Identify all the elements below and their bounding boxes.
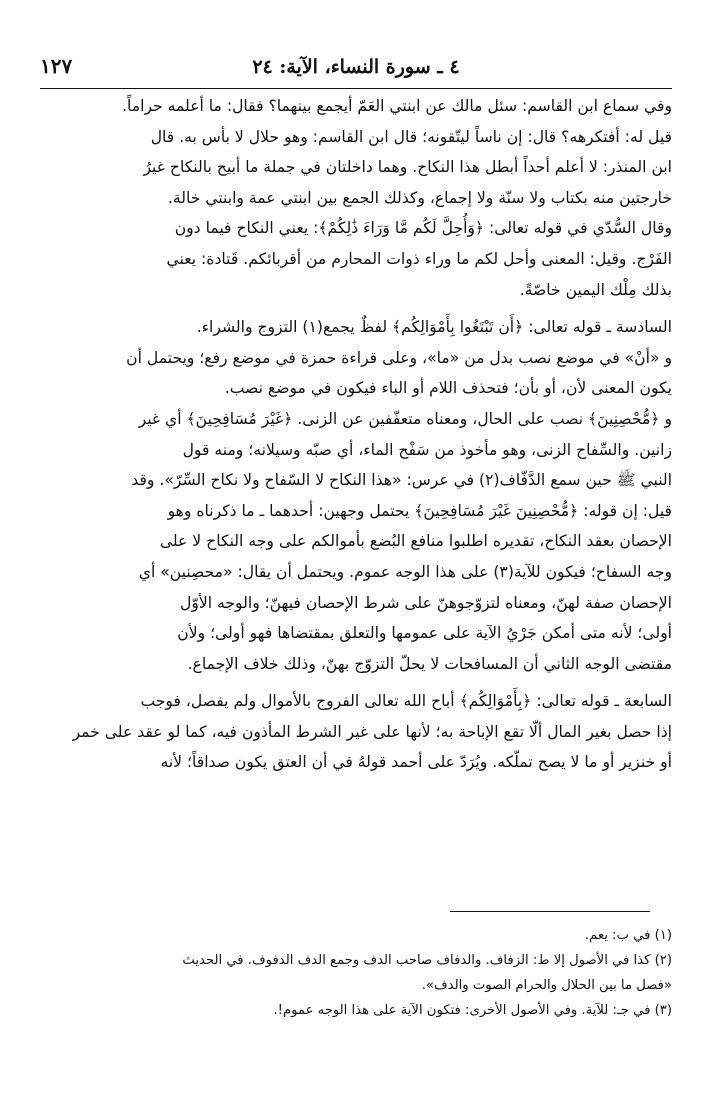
text-line: أولى؛ لأنه متى أمكن جَرْيُ الآية على عمومها والتعلق بمقتضاها فهو أولى؛ ولأن	[177, 624, 672, 643]
text-line: زانين. والسِّفاح الزنى، وهو مأخوذ من سَفْح الماء، أي صبّه وسيلانه؛ ومنه قول	[182, 440, 672, 459]
paragraph-1	[40, 91, 672, 305]
footnote-1: (١) في ب: يعم.	[584, 928, 672, 943]
footnotes	[40, 923, 672, 1023]
text-line: و «أنْ» في موضع نصب بدل من «ما»، وعلى قراءة حمزة في موضع رفع؛ ويحتمل أن	[126, 348, 672, 367]
text-line: إذا حصل بغير المال ألّا تقع الإباحة به؛ لأنها على غير الشرط المأذون فيه، كما لو عقد على خمر	[72, 722, 672, 741]
running-title: ٤ ـ سورة النساء، الآية: ٢٤	[252, 56, 460, 78]
text-line: خارجتين منه بكتاب ولا سنّة ولا إجماع، وكذلك الجمع بين ابنتي عمة وابنتي خالة.	[167, 188, 672, 207]
main-text	[40, 91, 672, 778]
text-line: قيل له: أفتكرهه؟ قال: إن ناساً ليتّقونه؛ قال ابن القاسم: وهو حلال لا بأس به. قال	[150, 127, 672, 146]
text-line: مقتضى الوجه الثاني أن المسافحات لا يحلّ التزوّج بهنّ، وذلك خلاف الإجماع.	[187, 654, 672, 673]
text-line: النبي ﷺ حين سمع الدَّفّاف(٢) في عرس: «هذا النكاح لا السّفاح ولا نكاح السِّرّ». وقد	[131, 471, 672, 490]
page-header	[40, 50, 672, 90]
text-line: السابعة ـ قوله تعالى: ﴿بِأَمْوَالِكُم﴾ أباح الله تعالى الفروج بالأموال ولم يفصل، فوجب	[140, 692, 672, 711]
paragraph-3	[40, 686, 672, 778]
text-line: وفي سماع ابن القاسم: سئل مالك عن ابنتي العَمّ أيجمع بينهما؟ فقال: ما أعلمه حراماً.	[122, 97, 672, 115]
paragraph-gap	[40, 305, 672, 312]
text-line: الإحصان صفة لهنّ، ومعناه لتزوّجوهنّ على شرط الإحصان فيهنّ؛ والوجه الأوّل	[180, 593, 672, 612]
text-line: وجه السفاح؛ فيكون للآية(٣) على هذا الوجه عموم. ويحتمل أن يقال: «محصِنين» أي	[138, 562, 672, 581]
footnote-2-continued: «فصل ما بين الحلال والحرام الصوت والدف».	[421, 978, 672, 993]
text-line: و ﴿مُّحْصِنِينَ﴾ نصب على الحال، ومعناه متعفّفين عن الزنى. ﴿غَيْرَ مُسَافِحِينَ﴾ أي غير	[138, 409, 672, 428]
text-line: قيل: إن قوله: ﴿مُّحْصِنِينَ غَيْرَ مُسَافِحِينَ﴾ يحتمل وجهين: أحدهما ـ ما ذكرناه وهو	[167, 501, 672, 520]
footnote-3: (٣) في جـ: للآية. وفي الأصول الأخرى: فتكون الآية على هذا الوجه عموم!.	[273, 1003, 672, 1018]
text-line: السادسة ـ قوله تعالى: ﴿أَن تَبْتَغُوا بِأَمْوَالِكُم﴾ لفظٌ يجمع(١) التزوج والشراء.	[196, 318, 672, 337]
paragraph-2	[40, 312, 672, 679]
text-line: أو خنزير أو ما لا يصح تملّكه. ويُرَدّ على أحمد قولهُ في أن العتق يكون صداقاً؛ لأنه	[160, 753, 672, 772]
page-number: ١٢٧	[40, 54, 73, 78]
footnote-divider	[450, 911, 650, 912]
header-divider	[40, 88, 672, 89]
footnote-2: (٢) كذا في الأصول إلا ط: الزفاف. والدفاف صاحب الدف وجمع الدف الدفوف. في الحديث	[182, 953, 672, 968]
text-line: بذلك مِلْك اليمين خاصّةً.	[519, 280, 672, 299]
text-line: وقال السُّدّي في قوله تعالى: ﴿وَأُحِلَّ لَكُم مَّا وَرَاءَ ذَٰلِكُمْ﴾: يعني النكاح فيما دون	[174, 219, 672, 238]
text-line: ابن المنذر: لا أعلم أحداً أبطل هذا النكاح. وهما داخلتان في جملة ما أبيح بالنكاح غيرُ	[143, 158, 672, 177]
paragraph-gap	[40, 679, 672, 686]
text-line: الفَرْج. وقيل: المعنى وأحل لكم ما وراء ذوات المحارم من أقربائكم. قَتادة: يعني	[166, 249, 672, 268]
text-line: يكون المعنى لأن، أو بأن؛ فتحذف اللام أو الباء فيكون في موضع نصب.	[224, 379, 672, 398]
text-line: الإحصان بعقد النكاح، تقديره اطلبوا منافع البُضع بأموالكم على وجه النكاح لا على	[159, 532, 672, 551]
